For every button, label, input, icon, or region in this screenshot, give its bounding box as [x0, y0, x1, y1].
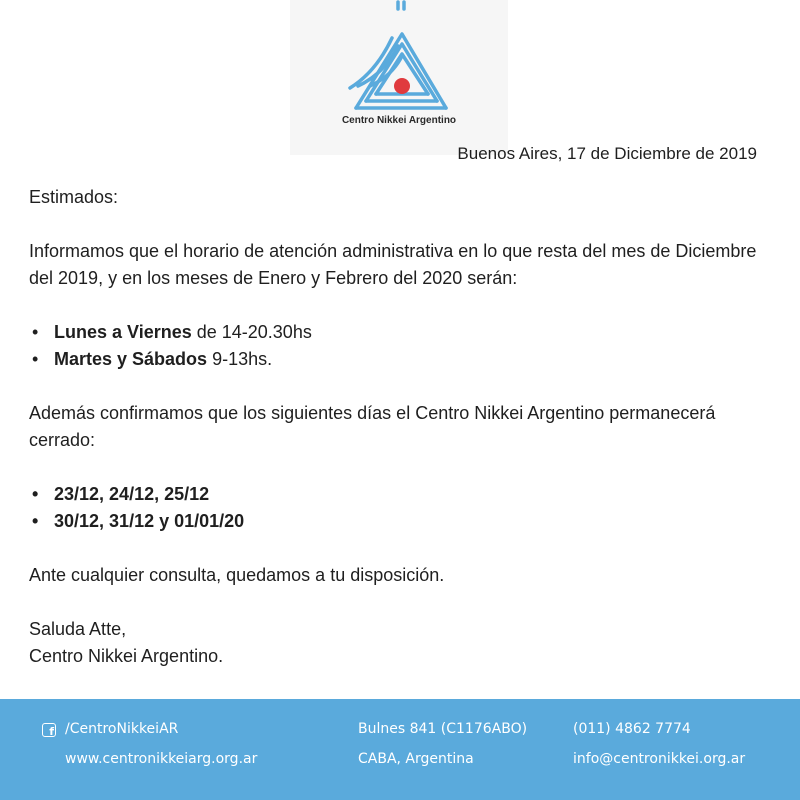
letter-date: Buenos Aires, 17 de Diciembre de 2019: [457, 144, 757, 163]
signature: Centro Nikkei Argentino.: [29, 646, 224, 666]
closing-paragraph: Ante cualquier consulta, quedamos a tu disposición.: [29, 565, 445, 585]
intro-paragraph: Informamos que el horario de atención administrativa en lo que resta del mes de Diciembre del 2019, y en los meses de Enero y Febrero del 2020 serán:: [29, 241, 757, 288]
footer-facebook-link[interactable]: /CentroNikkeiAR: [65, 721, 179, 737]
list-item: • 23/12, 24/12, 25/12: [29, 481, 774, 508]
logo-red-dot: [394, 78, 410, 94]
greeting: Estimados:: [29, 187, 119, 207]
list-item: • Martes y Sábados 9-13hs.: [29, 346, 774, 373]
schedule-list: [29, 319, 774, 373]
logo-caption: Centro Nikkei Argentino: [341, 115, 457, 126]
footer-address-line2: CABA, Argentina: [358, 751, 474, 767]
footer-address-line1: Bulnes 841 (C1176ABO): [358, 721, 528, 737]
letter-body: [29, 184, 774, 670]
centro-nikkei-logo-icon: [340, 0, 460, 118]
footer: [0, 699, 800, 800]
closed-intro-paragraph: Además confirmamos que los siguientes días el Centro Nikkei Argentino permanecerá cerrado:: [29, 403, 716, 450]
closed-days-list: [29, 481, 774, 535]
facebook-icon: f: [42, 723, 56, 737]
footer-email-link[interactable]: info@centronikkei.org.ar: [573, 751, 746, 767]
list-item: • Lunes a Viernes de 14-20.30hs: [29, 319, 774, 346]
footer-website-link[interactable]: www.centronikkeiarg.org.ar: [65, 751, 258, 767]
signoff: Saluda Atte,: [29, 619, 127, 639]
logo-box: [290, 0, 508, 155]
footer-phone: (011) 4862 7774: [573, 721, 691, 737]
list-item: • 30/12, 31/12 y 01/01/20: [29, 508, 774, 535]
